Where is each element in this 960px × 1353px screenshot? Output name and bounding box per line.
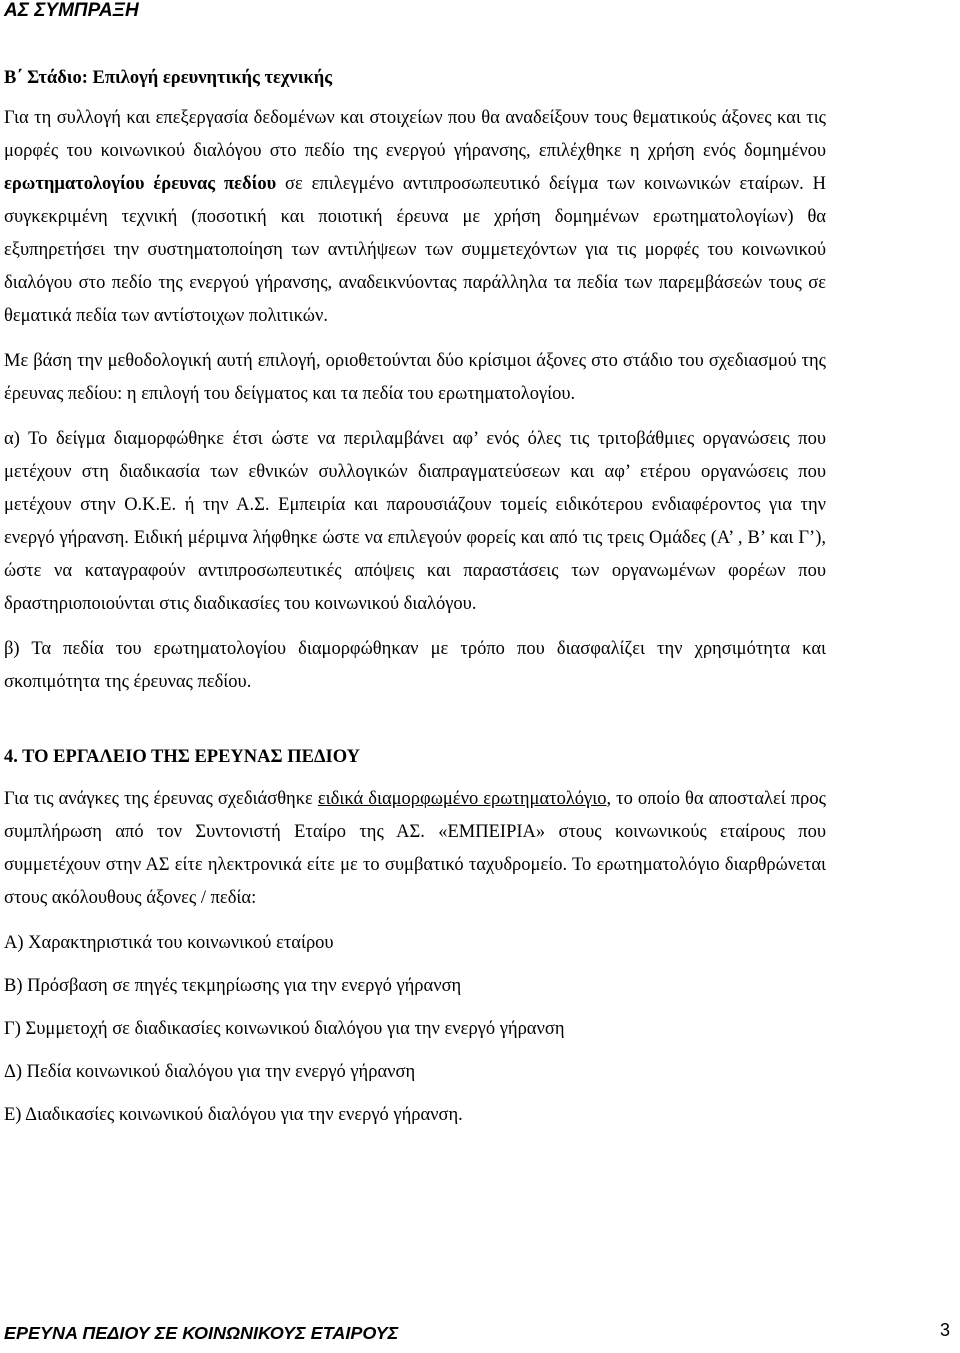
section-4-title: 4. ΤΟ ΕΡΓΑΛΕΙΟ ΤΗΣ ΕΡΕΥΝΑΣ ΠΕΔΙΟΥ	[4, 747, 361, 767]
stage-b-heading: Β΄ Στάδιο: Επιλογή ερευνητικής τεχνικής	[4, 68, 333, 88]
paragraph-text: σε επιλεγμένο αντιπροσωπευτικό δείγμα των κοινωνικών εταίρων. Η συγκεκριμένη τεχνική (ποσοτική και ποιοτική έρευνα με χρήση δομημένων ερωτηματολογίων) θα εξυπηρετήσει την συστηματοποίηση των αντιλήψεων των συμμετεχόντων για τις μορφές του κοινωνικού διαλόγου στο πεδίο της ενεργού γήρανσης, αναδεικνύοντας παράλληλα τα πεδία των παρεμβάσεών τους σε θεματικά πεδία των αντίστοιχων πολιτικών.	[4, 174, 826, 326]
paragraph-research-tool	[4, 783, 826, 915]
page-number: 3	[939, 1320, 950, 1340]
paragraph-research-technique	[4, 102, 826, 333]
axis-item: Δ) Πεδία κοινωνικού διαλόγου για την ενεργό γήρανση	[4, 1062, 416, 1082]
paragraph-text: , το οποίο θα αποσταλεί προς συμπλήρωση από τον Συντονιστή Εταίρο της ΑΣ. «ΕΜΠΕΙΡΙΑ» στους κοινωνικούς εταίρους που συμμετέχουν στην ΑΣ είτε ηλεκτρονικά είτε με το συμβατικό ταχυδρομείο. Το ερωτηματολόγιο διαρθρώνεται στους ακόλουθους άξονες / πεδία:	[4, 789, 826, 908]
paragraph-questionnaire-fields: β) Τα πεδία του ερωτηματολογίου διαμορφώθηκαν με τρόπο που διασφαλίζει την χρησιμότητα και σκοπιμότητα της έρευνας πεδίου.	[4, 639, 826, 692]
document-body	[4, 64, 826, 1142]
axis-item: Β) Πρόσβαση σε πηγές τεκμηρίωσης για την ενεργό γήρανση	[4, 976, 462, 996]
bold-phrase: ερωτηματολογίου έρευνας πεδίου	[4, 174, 277, 194]
paragraph-text: Για τις ανάγκες της έρευνας σχεδιάσθηκε	[4, 789, 318, 809]
footer-title: ΕΡΕΥΝΑ ΠΕΔΙΟΥ ΣΕ ΚΟΙΝΩΝΙΚΟΥΣ ΕΤΑΙΡΟΥΣ	[4, 1323, 399, 1343]
axis-item: Α) Χαρακτηριστικά του κοινωνικού εταίρου	[4, 933, 334, 953]
paragraph-methodology: Με βάση την μεθοδολογική αυτή επιλογή, οριοθετούνται δύο κρίσιμοι άξονες στο στάδιο του σχεδιασμού της έρευνας πεδίου: η επιλογή του δείγματος και τα πεδία του ερωτηματολογίου.	[4, 351, 826, 404]
paragraph-text: Για τη συλλογή και επεξεργασία δεδομένων και στοιχείων που θα αναδείξουν τους θεματικούς άξονες και τις μορφές του κοινωνικού διαλόγου στο πεδίο της ενεργού γήρανσης, επιλέχθηκε η χρήση ενός δομημένου	[4, 108, 826, 161]
underlined-phrase: ειδικά διαμορφωμένο ερωτηματολόγιο	[317, 789, 607, 809]
axes-list	[4, 927, 826, 1132]
paragraph-sample: α) Το δείγμα διαμορφώθηκε έτσι ώστε να περιλαμβάνει αφ’ ενός όλες τις τριτοβάθμιες οργανώσεις που μετέχουν στη διαδικασία των εθνικών συλλογικών διαπραγματεύσεων και αφ’ ετέρου οργανώσεις που μετέχουν στην Ο.Κ.Ε. ή την Α.Σ. Εμπειρία και παρουσιάζουν τομείς ειδικότερου ενδιαφέροντος για την ενεργό γήρανση. Ειδική μέριμνα λήφθηκε ώστε να επιλεγούν φορείς και από τις τρεις Ομάδες (Α’ , Β’ και Γ’), ώστε να καταγραφούν αντιπροσωπευτικές απόψεις και παραστάσεις των οργανωμένων φορέων που δραστηριοποιούνται στις διαδικασίες του κοινωνικού διαλόγου.	[4, 429, 826, 614]
axis-item: Ε) Διαδικασίες κοινωνικού διαλόγου για την ενεργό γήρανση.	[4, 1105, 463, 1125]
axis-item: Γ) Συμμετοχή σε διαδικασίες κοινωνικού διαλόγου για την ενεργό γήρανση	[4, 1019, 565, 1039]
page-header-title: ΑΣ ΣΥΜΠΡΑΞΗ	[4, 0, 139, 21]
